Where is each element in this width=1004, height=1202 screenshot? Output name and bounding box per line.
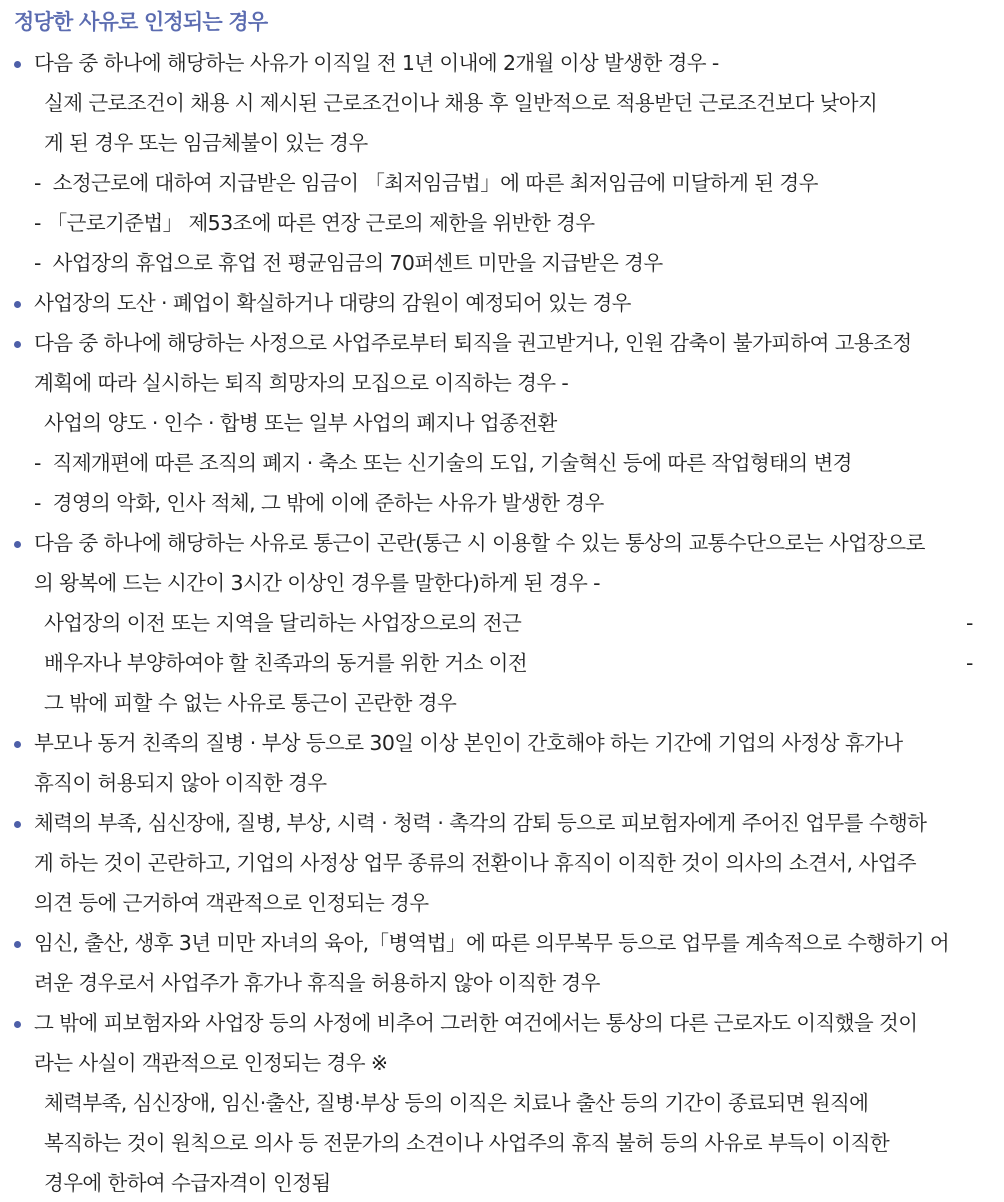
bullet-icon bbox=[14, 61, 21, 68]
text-line: 의 왕복에 드는 시간이 3시간 이상인 경우를 말한다)하게 된 경우 - bbox=[34, 571, 600, 595]
text-line: 그 밖에 피할 수 없는 사유로 통근이 곤란한 경우 bbox=[44, 691, 457, 715]
text-line: 배우자나 부양하여야 할 친족과의 동거를 위한 거소 이전 bbox=[44, 651, 528, 675]
text-line: 사업의 양도 · 인수 · 합병 또는 일부 사업의 폐지나 업종전환 bbox=[44, 411, 557, 435]
bullet-item: 체력의 부족, 심신장애, 질병, 부상, 시력 · 청력 · 촉각의 감퇴 등으로 피보험자에게 주어진 업무를 수행하 bbox=[34, 811, 927, 835]
text-line: 체력부족, 심신장애, 임신·출산, 질병·부상 등의 이직은 치료나 출산 등의 기간이 종료되면 원직에 bbox=[44, 1091, 869, 1115]
text-line: - 「근로기준법」 제53조에 따른 연장 근로의 제한을 위반한 경우 bbox=[34, 211, 595, 235]
text-line: 의견 등에 근거하여 객관적으로 인정되는 경우 bbox=[34, 891, 429, 915]
text-line: - 소정근로에 대하여 지급받은 임금이 「최저임금법」에 따른 최저임금에 미달하게 된 경우 bbox=[34, 171, 818, 195]
trailing-dash: - bbox=[966, 651, 974, 675]
text-line: - 직제개편에 따른 조직의 폐지 · 축소 또는 신기술의 도입, 기술혁신 등에 따른 작업형태의 변경 bbox=[34, 451, 852, 475]
text-line: 계획에 따라 실시하는 퇴직 희망자의 모집으로 이직하는 경우 - bbox=[34, 371, 569, 395]
text-line: 게 된 경우 또는 임금체불이 있는 경우 bbox=[44, 131, 368, 155]
bullet-icon bbox=[14, 741, 21, 748]
text-line: 려운 경우로서 사업주가 휴가나 휴직을 허용하지 않아 이직한 경우 bbox=[34, 971, 600, 995]
trailing-dash: - bbox=[966, 611, 974, 635]
bullet-item: 사업장의 도산 · 폐업이 확실하거나 대량의 감원이 예정되어 있는 경우 bbox=[34, 291, 631, 315]
bullet-icon bbox=[14, 301, 21, 308]
bullet-item: 부모나 동거 친족의 질병 · 부상 등으로 30일 이상 본인이 간호해야 하는 기간에 기업의 사정상 휴가나 bbox=[34, 731, 903, 755]
text-line: 사업장의 이전 또는 지역을 달리하는 사업장으로의 전근 bbox=[44, 611, 522, 635]
bullet-icon bbox=[14, 541, 21, 548]
text-line: 휴직이 허용되지 않아 이직한 경우 bbox=[34, 771, 327, 795]
bullet-item: 그 밖에 피보험자와 사업장 등의 사정에 비추어 그러한 여건에서는 통상의 다른 근로자도 이직했을 것이 bbox=[34, 1011, 918, 1035]
text-line: - 사업장의 휴업으로 휴업 전 평균임금의 70퍼센트 미만을 지급받은 경우 bbox=[34, 251, 663, 275]
text-line: 게 하는 것이 곤란하고, 기업의 사정상 업무 종류의 전환이나 휴직이 이직한 것이 의사의 소견서, 사업주 bbox=[34, 851, 916, 875]
text-line: 라는 사실이 객관적으로 인정되는 경우 ※ bbox=[34, 1051, 388, 1075]
bullet-item: 다음 중 하나에 해당하는 사유로 통근이 곤란(통근 시 이용할 수 있는 통상의 교통수단으로는 사업장으로 bbox=[34, 531, 925, 555]
bullet-item: 다음 중 하나에 해당하는 사유가 이직일 전 1년 이내에 2개월 이상 발생한 경우 - bbox=[34, 51, 719, 75]
text-line: 복직하는 것이 원칙으로 의사 등 전문가의 소견이나 사업주의 휴직 불허 등의 사유로 부득이 이직한 bbox=[44, 1131, 890, 1155]
bullet-item: 임신, 출산, 생후 3년 미만 자녀의 육아,「병역법」에 따른 의무복무 등으로 업무를 계속적으로 수행하기 어 bbox=[34, 931, 950, 955]
bullet-item: 다음 중 하나에 해당하는 사정으로 사업주로부터 퇴직을 권고받거나, 인원 감축이 불가피하여 고용조정 bbox=[34, 331, 912, 355]
text-line: 경우에 한하여 수급자격이 인정됨 bbox=[44, 1171, 331, 1195]
page-title: 정당한 사유로 인정되는 경우 bbox=[14, 10, 268, 34]
bullet-icon bbox=[14, 1021, 21, 1028]
text-line: 실제 근로조건이 채용 시 제시된 근로조건이나 채용 후 일반적으로 적용받던 근로조건보다 낮아지 bbox=[44, 91, 878, 115]
bullet-icon bbox=[14, 821, 21, 828]
bullet-icon bbox=[14, 341, 21, 348]
bullet-icon bbox=[14, 941, 21, 948]
text-line: - 경영의 악화, 인사 적체, 그 밖에 이에 준하는 사유가 발생한 경우 bbox=[34, 491, 604, 515]
